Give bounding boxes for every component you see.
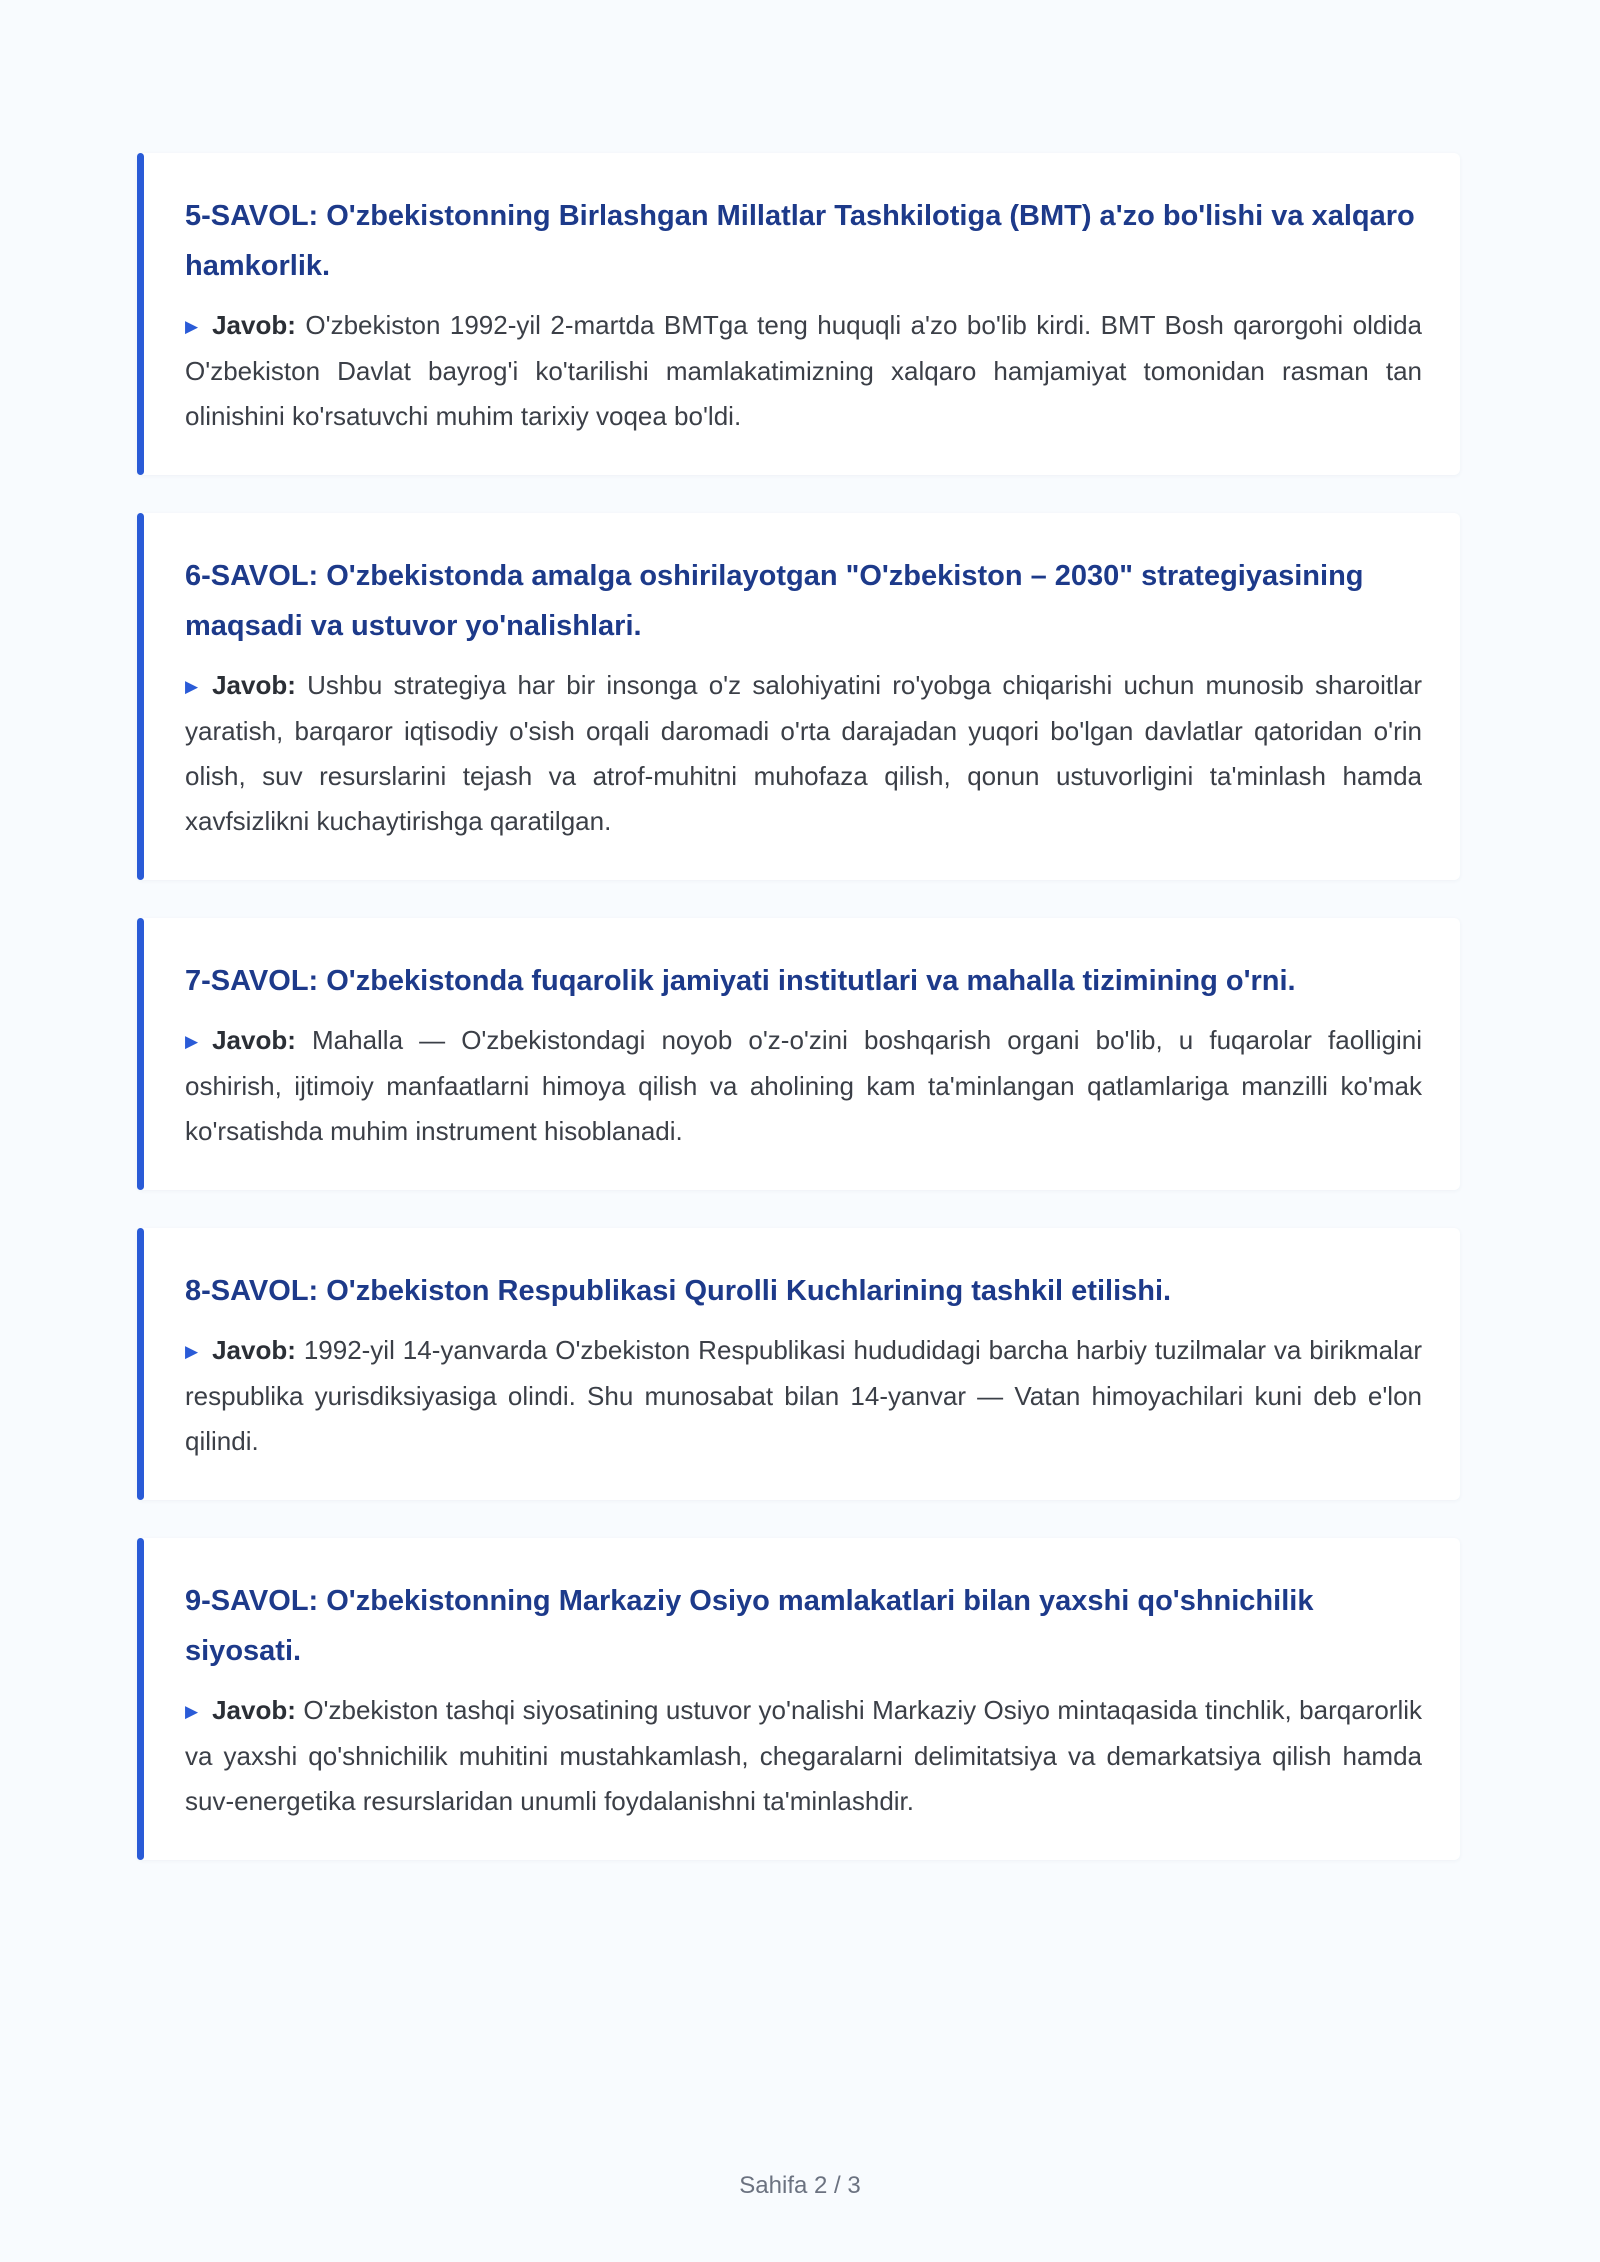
answer-label: Javob: [212, 1335, 296, 1365]
qa-card-6 [137, 513, 1460, 880]
question-title: 6-SAVOL: O'zbekistonda amalga oshirilayotgan "O'zbekiston – 2030" strategiyasining maqsadi va ustuvor yo'nalishlari. [185, 560, 1364, 642]
answer-text [185, 1328, 1422, 1464]
answer-text [185, 303, 1422, 439]
question-title: 7-SAVOL: O'zbekistonda fuqarolik jamiyati institutlari va mahalla tizimining o'rni. [185, 965, 1296, 997]
question-title: 5-SAVOL: O'zbekistonning Birlashgan Millatlar Tashkilotiga (BMT) a'zo bo'lishi va xalqaro hamkorlik. [185, 200, 1415, 282]
play-arrow-icon: ▶ [185, 317, 199, 336]
qa-list [137, 153, 1460, 1898]
page-number: Sahifa 2 / 3 [739, 2172, 861, 2199]
qa-card-9 [137, 1538, 1460, 1860]
answer-text [185, 1688, 1422, 1824]
answer-label: Javob: [212, 310, 296, 340]
qa-card-7 [137, 918, 1460, 1190]
question-title: 8-SAVOL: O'zbekiston Respublikasi Qurolli Kuchlarining tashkil etilishi. [185, 1275, 1172, 1307]
play-arrow-icon: ▶ [185, 1342, 199, 1361]
answer-label: Javob: [212, 1025, 296, 1055]
answer-label: Javob: [212, 1695, 296, 1725]
answer-text [185, 1018, 1422, 1154]
answer-body: 1992-yil 14-yanvarda O'zbekiston Respublikasi hududidagi barcha harbiy tuzilmalar va birikmalar respublika yurisdiksiyasiga olindi. Shu munosabat bilan 14-yanvar — Vatan himoyachilari kuni deb e'lon qilindi. [185, 1335, 1422, 1456]
play-arrow-icon: ▶ [185, 1702, 199, 1721]
qa-card-5 [137, 153, 1460, 475]
qa-card-8 [137, 1228, 1460, 1500]
answer-body: Mahalla — O'zbekistondagi noyob o'z-o'zini boshqarish organi bo'lib, u fuqarolar faolligini oshirish, ijtimoiy manfaatlarni himoya qilish va aholining kam ta'minlangan qatlamlariga manzilli ko'mak ko'rsatishda muhim instrument hisoblanadi. [185, 1025, 1422, 1146]
play-arrow-icon: ▶ [185, 677, 199, 696]
answer-label: Javob: [212, 670, 296, 700]
answer-body: Ushbu strategiya har bir insonga o'z salohiyatini ro'yobga chiqarishi uchun munosib sharoitlar yaratish, barqaror iqtisodiy o'sish orqali daromadi o'rta darajadan yuqori bo'lgan davlatlar qatoridan o'rin olish, suv resurslarini tejash va atrof-muhitni muhofaza qilish, qonun ustuvorligini ta'minlash hamda xavfsizlikni kuchaytirishga qaratilgan. [185, 670, 1422, 836]
question-title: 9-SAVOL: O'zbekistonning Markaziy Osiyo mamlakatlari bilan yaxshi qo'shnichilik siyosati. [185, 1585, 1314, 1667]
answer-body: O'zbekiston 1992-yil 2-martda BMTga teng huquqli a'zo bo'lib kirdi. BMT Bosh qarorgohi oldida O'zbekiston Davlat bayrog'i ko'tarilishi mamlakatimizning xalqaro hamjamiyat tomonidan rasman tan olinishini ko'rsatuvchi muhim tarixiy voqea bo'ldi. [185, 310, 1422, 431]
answer-text [185, 663, 1422, 844]
answer-body: O'zbekiston tashqi siyosatining ustuvor yo'nalishi Markaziy Osiyo mintaqasida tinchlik, barqarorlik va yaxshi qo'shnichilik muhitini mustahkamlash, chegaralarni delimitatsiya va demarkatsiya qilish hamda suv-energetika resurslaridan unumli foydalanishni ta'minlashdir. [185, 1695, 1422, 1816]
play-arrow-icon: ▶ [185, 1032, 199, 1051]
